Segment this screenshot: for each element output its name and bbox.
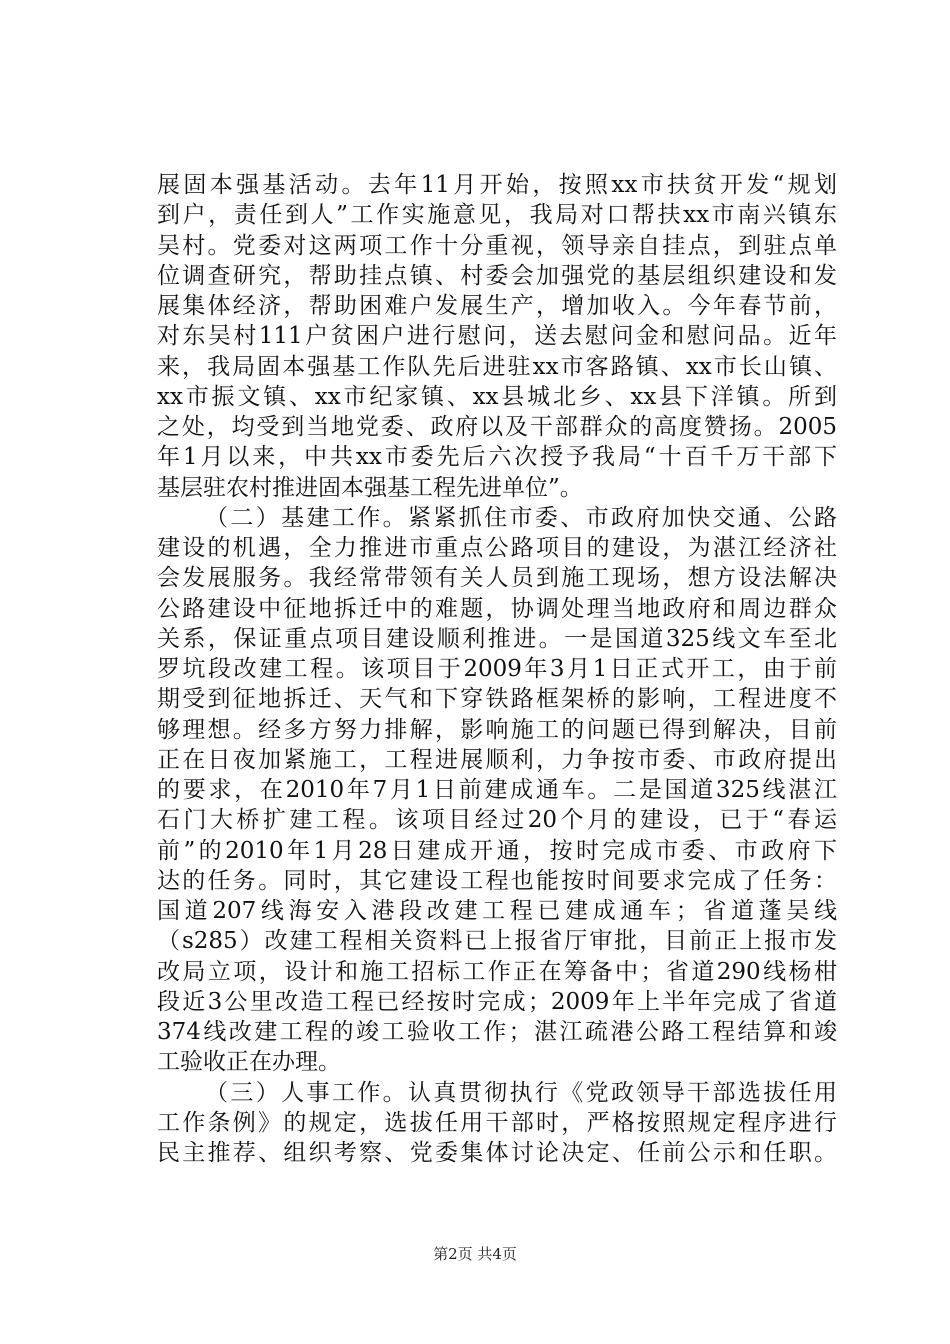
text-line: 年1月以来，中共xx市委先后六次授予我局“十百千万干部下 bbox=[157, 444, 837, 471]
text-line: 期受到征地拆迁、天气和下穿铁路框架桥的影响，工程进度不 bbox=[157, 686, 837, 713]
text-line: 374线改建工程的竣工验收工作；湛江疏港公路工程结算和竣 bbox=[157, 1019, 837, 1045]
text-line: 展集体经济，帮助困难户发展生产，增加收入。今年春节前， bbox=[157, 293, 837, 319]
text-line: 够理想。经多方努力排解，影响施工的问题已得到解决，目前 bbox=[157, 716, 837, 743]
page-footer: 第2页 共4页 bbox=[433, 1245, 517, 1263]
text-line: 达的任务。同时，其它建设工程也能按时间要求完成了任务： bbox=[157, 867, 837, 894]
text-line: 关系，保证重点项目建设顺利推进。一是国道325线文车至北 bbox=[157, 625, 837, 652]
text-line: 民主推荐、组织考察、党委集体讨论决定、任前公示和任职。 bbox=[157, 1140, 837, 1166]
text-line: 建设的机遇，全力推进市重点公路项目的建设，为湛江经济社 bbox=[157, 535, 837, 561]
text-line: 正在日夜加紧施工，工程进展顺利，力争按市委、市政府提出 bbox=[157, 746, 837, 773]
text-line: xx市振文镇、xx市纪家镇、xx县城北乡、xx县下洋镇。所到 bbox=[157, 383, 837, 410]
text-line: 对东吴村111户贫困户进行慰问，送去慰问金和慰问品。近年 bbox=[157, 323, 837, 350]
text-line: 来，我局固本强基工作队先后进驻xx市客路镇、xx市长山镇、 bbox=[157, 353, 837, 380]
text-line: 基层驻农村推进固本强基工程先进单位”。 bbox=[157, 474, 583, 501]
text-line: 位调查研究，帮助挂点镇、村委会加强党的基层组织建设和发 bbox=[157, 262, 837, 289]
text-line: 石门大桥扩建工程。该项目经过20个月的建设，已于“春运 bbox=[157, 807, 837, 834]
text-line: （s285）改建工程相关资料已上报省厅审批，目前正上报市发 bbox=[157, 928, 837, 955]
text-line: 到户，责任到人”工作实施意见，我局对口帮扶xx市南兴镇东 bbox=[157, 202, 837, 229]
paragraph bbox=[157, 170, 837, 503]
text-line: 之处，均受到当地党委、政府以及干部群众的高度赞扬。2005 bbox=[157, 414, 837, 440]
text-line: 的要求，在2010年7月1日前建成通车。二是国道325线湛江 bbox=[157, 777, 837, 803]
text-line: 段近3公里改造工程已经按时完成；2009年上半年完成了省道 bbox=[157, 988, 837, 1015]
text-line: （二）基建工作。紧紧抓住市委、市政府加快交通、公路 bbox=[205, 504, 837, 531]
text-line: 罗坑段改建工程。该项目于2009年3月1日正式开工，由于前 bbox=[157, 656, 837, 682]
text-line: 工作条例》的规定，选拔任用干部时，严格按照规定程序进行 bbox=[157, 1109, 837, 1136]
text-line: （三）人事工作。认真贯彻执行《党政领导干部选拔任用 bbox=[205, 1079, 837, 1106]
text-line: 会发展服务。我经常带领有关人员到施工现场，想方设法解决 bbox=[157, 565, 837, 592]
text-line: 改局立项，设计和施工招标工作正在筹备中；省道290线杨柑 bbox=[157, 958, 837, 985]
document-body bbox=[157, 170, 837, 1168]
paragraph bbox=[157, 1078, 837, 1169]
text-line: 吴村。党委对这两项工作十分重视，领导亲自挂点，到驻点单 bbox=[157, 232, 837, 259]
paragraph bbox=[157, 503, 837, 1078]
text-line: 展固本强基活动。去年11月开始，按照xx市扶贫开发“规划 bbox=[157, 172, 837, 198]
text-line: 前”的2010年1月28日建成开通，按时完成市委、市政府下 bbox=[157, 837, 837, 864]
text-line: 公路建设中征地拆迁中的难题，协调处理当地政府和周边群众 bbox=[157, 595, 837, 622]
text-line: 工验收正在办理。 bbox=[157, 1049, 341, 1076]
text-line: 国道207线海安入港段改建工程已建成通车；省道蓬吴线 bbox=[157, 898, 837, 924]
